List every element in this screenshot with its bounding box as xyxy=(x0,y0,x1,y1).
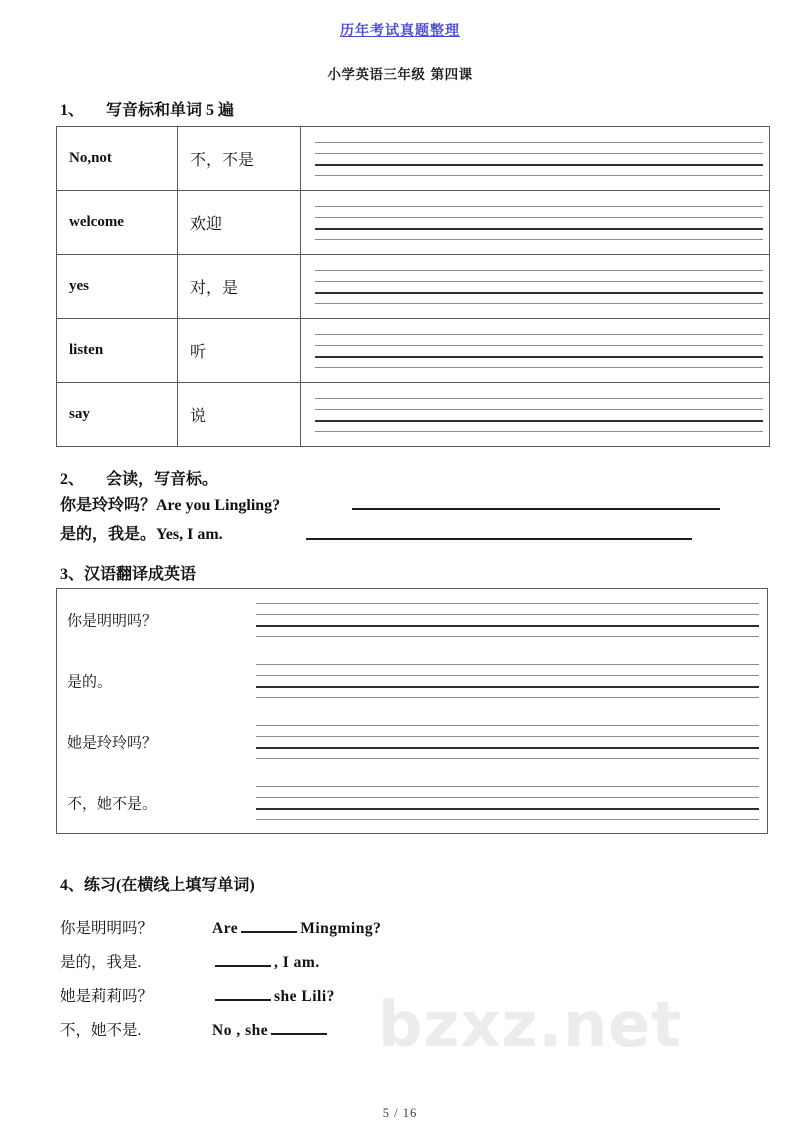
section-4-number: 4、 xyxy=(60,877,85,894)
exercise-blank[interactable] xyxy=(241,916,297,933)
four-line-staff xyxy=(315,270,763,304)
page-number-footer: 5 / 16 xyxy=(382,1106,418,1120)
translation-row xyxy=(57,772,767,833)
word-chinese: 对，是 xyxy=(178,255,301,319)
section-2-title: 会读，写音标。 xyxy=(106,471,219,488)
writing-lines-cell[interactable] xyxy=(301,127,770,191)
writing-lines-cell[interactable] xyxy=(301,255,770,319)
word-chinese: 不，不是 xyxy=(178,127,301,191)
four-line-staff[interactable] xyxy=(256,664,759,698)
exercise-english-after: , I am. xyxy=(274,954,320,971)
table-row xyxy=(57,383,770,447)
word-english: No,not xyxy=(57,127,178,191)
four-line-staff[interactable] xyxy=(256,603,759,637)
exercise-english-before: Are xyxy=(212,920,239,937)
word-chinese: 欢迎 xyxy=(178,191,301,255)
section-3-title: 汉语翻译成英语 xyxy=(84,566,197,583)
exercise-chinese: 是的，我是. xyxy=(60,954,142,971)
translation-prompt: 你是明明吗？ xyxy=(67,613,158,629)
section-3-number: 3、 xyxy=(60,566,85,583)
translation-answer-box xyxy=(56,588,768,834)
translation-prompt: 是的。 xyxy=(67,674,113,690)
section-3-heading xyxy=(60,561,196,584)
writing-lines-cell[interactable] xyxy=(301,319,770,383)
translation-row xyxy=(57,650,767,711)
exercise-blank[interactable] xyxy=(215,984,271,1001)
exercise-english-after: Mingming? xyxy=(300,920,382,937)
writing-lines-cell[interactable] xyxy=(301,383,770,447)
exercise-chinese: 不，她不是. xyxy=(60,1022,142,1039)
translation-row xyxy=(57,711,767,772)
translation-row xyxy=(57,589,767,650)
word-english: listen xyxy=(57,319,178,383)
section-1-title: 写音标和单词 5 遍 xyxy=(106,102,235,119)
four-line-staff xyxy=(315,142,763,176)
exercise-chinese: 她是莉莉吗？ xyxy=(60,988,154,1005)
table-row xyxy=(57,191,770,255)
exercise-row xyxy=(60,984,760,1006)
section-4-title: 练习(在横线上填写单词) xyxy=(84,877,255,894)
four-line-staff xyxy=(315,206,763,240)
section-1-number: 1、 xyxy=(60,102,85,119)
table-row xyxy=(57,255,770,319)
table-row xyxy=(57,319,770,383)
exercise-blank[interactable] xyxy=(271,1018,327,1035)
exercise-blank[interactable] xyxy=(215,950,271,967)
exercise-row xyxy=(60,916,760,938)
section-1-heading xyxy=(60,97,234,120)
vocabulary-practice-table xyxy=(56,126,770,447)
section-2-answer-blank-2[interactable] xyxy=(306,538,692,540)
section-2-number: 2、 xyxy=(60,471,85,488)
four-line-staff xyxy=(315,398,763,432)
exercise-english-before: No , she xyxy=(212,1022,269,1039)
table-row xyxy=(57,127,770,191)
word-chinese: 说 xyxy=(178,383,301,447)
four-line-staff xyxy=(315,334,763,368)
writing-lines-cell[interactable] xyxy=(301,191,770,255)
word-english: say xyxy=(57,383,178,447)
word-english: welcome xyxy=(57,191,178,255)
exercise-row xyxy=(60,950,760,972)
translation-prompt: 她是玲玲吗？ xyxy=(67,735,158,751)
section-2-sentence-1: 你是玲玲吗？Are you Lingling? xyxy=(60,497,281,514)
four-line-staff[interactable] xyxy=(256,725,759,759)
exercise-row xyxy=(60,1018,760,1040)
page-title: 小学英语三年级 第四课 xyxy=(327,67,473,83)
exercise-english-after: she Lili? xyxy=(274,988,335,1005)
section-2-sentence-2: 是的，我是。Yes, I am. xyxy=(60,526,223,543)
section-2-answer-blank-1[interactable] xyxy=(352,508,720,510)
exercise-chinese: 你是明明吗？ xyxy=(60,920,154,937)
word-chinese: 听 xyxy=(178,319,301,383)
translation-prompt: 不，她不是。 xyxy=(67,796,158,812)
section-2-heading xyxy=(60,466,218,489)
word-english: yes xyxy=(57,255,178,319)
watermark: bzxz.net xyxy=(378,988,682,1061)
header-link[interactable]: 历年考试真题整理 xyxy=(340,23,460,39)
four-line-staff[interactable] xyxy=(256,786,759,820)
section-4-heading xyxy=(60,872,255,895)
document-header xyxy=(0,20,800,40)
